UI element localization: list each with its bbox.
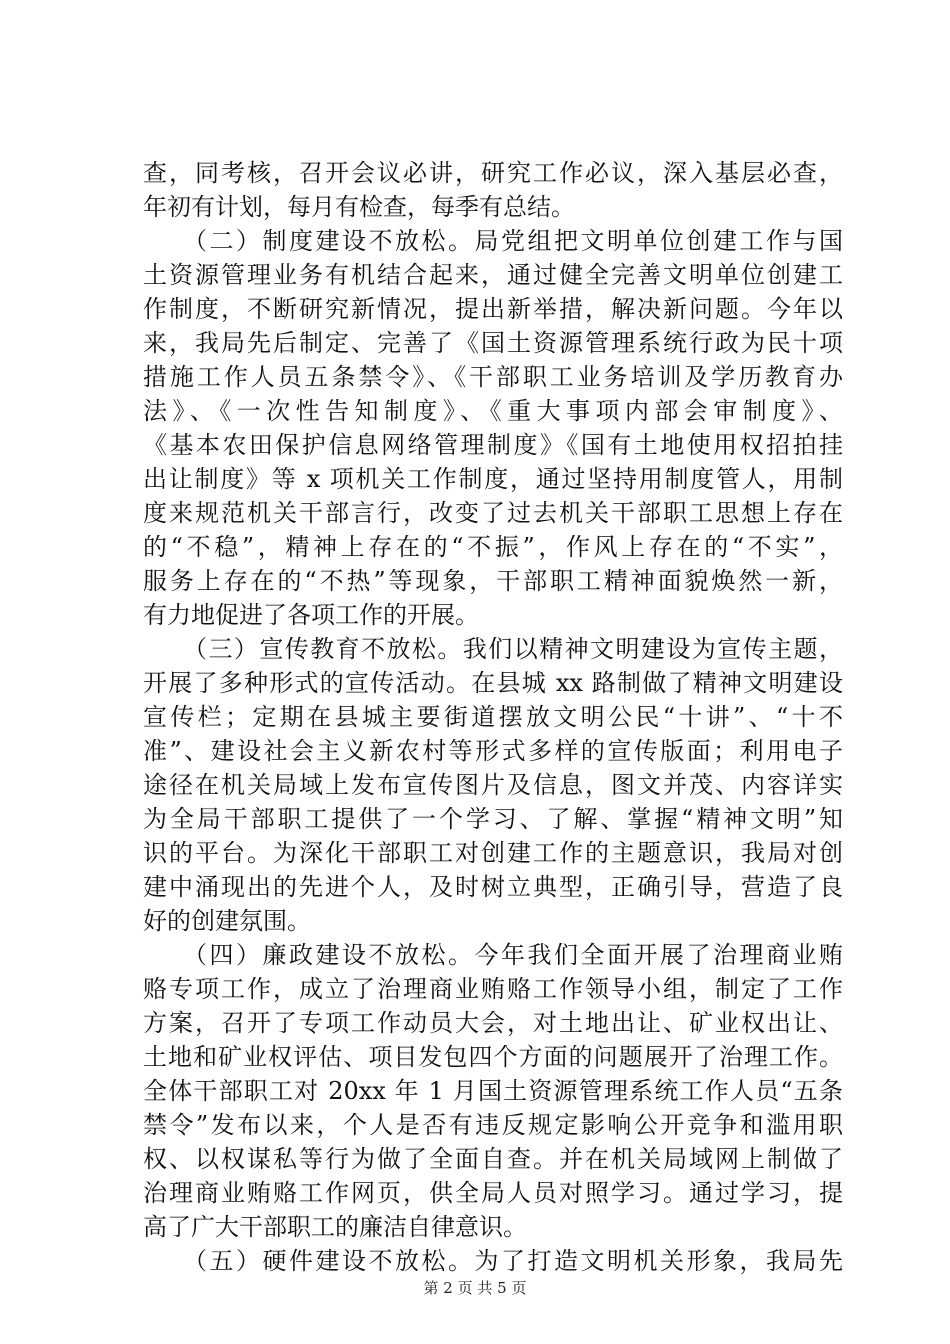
text-line: 禁令”发布以来，个人是否有违反规定影响公开竞争和滥用职 — [143, 1111, 843, 1139]
text-line: 度来规范机关干部言行，改变了过去机关干部职工思想上存在 — [143, 499, 843, 527]
text-line: 来，我局先后制定、完善了《国土资源管理系统行政为民十项 — [143, 329, 843, 357]
text-line: 开展了多种形式的宣传活动。在县城 xx 路制做了精神文明建设 — [143, 669, 843, 697]
document-body — [143, 156, 843, 1278]
page-footer — [0, 1278, 950, 1298]
text-line: 治理商业贿赂工作网页，供全局人员对照学习。通过学习，提 — [143, 1179, 843, 1207]
text-line: 年初有计划，每月有检查，每季有总结。 — [143, 193, 575, 221]
text-line: 全体干部职工对 20xx 年 1 月国土资源管理系统工作人员“五条 — [143, 1077, 843, 1105]
page-number-label: 第 2 页 共 5 页 — [423, 1279, 527, 1297]
text-line: 方案，召开了专项工作动员大会，对土地出让、矿业权出让、 — [143, 1009, 843, 1037]
text-line: 土地和矿业权评估、项目发包四个方面的问题展开了治理工作。 — [143, 1043, 843, 1071]
text-line: 出让制度》等 x 项机关工作制度，通过坚持用制度管人，用制 — [143, 465, 843, 493]
text-line: 查，同考核，召开会议必讲，研究工作必议，深入基层必查， — [143, 159, 843, 187]
paragraph-start-line: （五）硬件建设不放松。为了打造文明机关形象，我局先 — [183, 1247, 843, 1275]
text-line: 《基本农田保护信息网络管理制度》《国有土地使用权招拍挂 — [143, 431, 843, 459]
text-line: 宣传栏；定期在县城主要街道摆放文明公民“十讲”、“十不 — [143, 703, 843, 731]
text-line: 赂专项工作，成立了治理商业贿赂工作领导小组，制定了工作 — [143, 975, 843, 1003]
text-line: 作制度，不断研究新情况，提出新举措，解决新问题。今年以 — [143, 295, 843, 323]
text-line: 准”、建设社会主义新农村等形式多样的宣传版面；利用电子 — [143, 737, 843, 765]
text-line: 服务上存在的“不热”等现象，干部职工精神面貌焕然一新， — [143, 567, 843, 595]
text-line: 法》、《一次性告知制度》、《重大事项内部会审制度》、 — [143, 397, 843, 425]
text-line: 措施工作人员五条禁令》、《干部职工业务培训及学历教育办 — [143, 363, 843, 391]
paragraph-start-line: （二）制度建设不放松。局党组把文明单位创建工作与国 — [183, 227, 843, 255]
paragraph-start-line: （四）廉政建设不放松。今年我们全面开展了治理商业贿 — [183, 941, 843, 969]
text-line: 权、以权谋私等行为做了全面自查。并在机关局域网上制做了 — [143, 1145, 843, 1173]
text-line: 识的平台。为深化干部职工对创建工作的主题意识，我局对创 — [143, 839, 843, 867]
text-line: 有力地促进了各项工作的开展。 — [143, 601, 479, 629]
text-line: 建中涌现出的先进个人，及时树立典型，正确引导，营造了良 — [143, 873, 843, 901]
text-line: 高了广大干部职工的廉洁自律意识。 — [143, 1213, 527, 1241]
text-line: 的“不稳”，精神上存在的“不振”，作风上存在的“不实”， — [143, 533, 843, 561]
paragraph-start-line: （三）宣传教育不放松。我们以精神文明建设为宣传主题， — [183, 635, 843, 663]
text-line: 途径在机关局域上发布宣传图片及信息，图文并茂、内容详实 — [143, 771, 843, 799]
text-line: 好的创建氛围。 — [143, 907, 311, 935]
text-line: 土资源管理业务有机结合起来，通过健全完善文明单位创建工 — [143, 261, 843, 289]
text-line: 为全局干部职工提供了一个学习、了解、掌握“精神文明”知 — [143, 805, 843, 833]
